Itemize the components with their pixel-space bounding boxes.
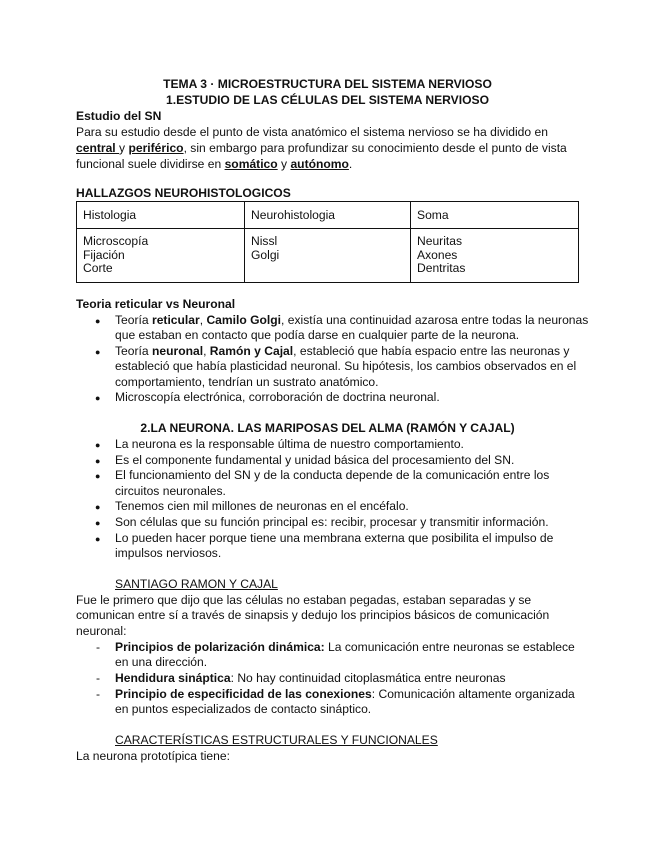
bullet-icon: ●	[95, 393, 101, 403]
main-title: TEMA 3 · MICROESTRUCTURA DEL SISTEMA NERVIOSO	[163, 77, 492, 91]
bullet-icon: ●	[95, 440, 101, 450]
table-row	[77, 229, 579, 283]
bullet-icon: ●	[95, 534, 101, 544]
caracteristicas-p-1: La neurona prototípica tiene:	[76, 749, 230, 763]
estudio-line-3: funcional suele dividirse en somático y autónomo.	[76, 157, 353, 171]
santiago-p-line-3: neuronal:	[76, 624, 127, 638]
santiago-p-line-2: comunican entre sí a través de sinapsis y dedujo los principios básicos de comunicación	[76, 608, 550, 622]
estudio-line-1: Para su estudio desde el punto de vista anatómico el sistema nervioso se ha dividido en	[76, 125, 548, 139]
neurona-bullet-6-line-2: impulsos nerviosos.	[115, 546, 222, 560]
section-title-1: 1.ESTUDIO DE LAS CÉLULAS DEL SISTEMA NERVIOSO	[166, 93, 489, 107]
bullet-icon: ●	[95, 347, 101, 357]
santiago-p-line-1: Fue le primero que dijo que las células no estaban pegadas, estaban separadas y se	[76, 593, 532, 607]
bullet-icon: ●	[95, 456, 101, 466]
teoria-bullet-1-line-2: que estaban en contacto que podía darse en cualquier parte de la neurona.	[115, 328, 520, 342]
caracteristicas-heading: CARACTERÍSTICAS ESTRUCTURALES Y FUNCIONALES	[115, 733, 438, 747]
neurona-bullet-3: El funcionamiento del SN y de la conducta depende de la comunicación entre los	[115, 468, 550, 482]
dash-marker: -	[96, 687, 101, 701]
table-cell: Microscopía Fijación Corte	[77, 229, 245, 283]
section-title-2: 2.LA NEURONA. LAS MARIPOSAS DEL ALMA (RAMÓN Y CAJAL)	[140, 421, 515, 435]
term-somatico: somático	[224, 157, 278, 171]
table-header-cell: Neurohistologia	[245, 202, 411, 229]
principle-2: Hendidura sináptica: No hay continuidad citoplasmática entre neuronas	[115, 671, 506, 685]
teoria-bullet-1: Teoría reticular, Camilo Golgi, existía una continuidad azarosa entre todas la neuronas	[115, 313, 589, 327]
term-central: central	[76, 141, 120, 155]
bullet-icon: ●	[95, 471, 101, 481]
dash-marker: -	[96, 671, 101, 685]
term-periferico: periférico	[128, 141, 184, 155]
principle-3-line-2: en puntos especializados de contacto sináptico.	[115, 702, 372, 716]
teoria-bullet-2-line-2: estableció que había plasticidad neuronal. Su hipótesis, los cambios observados en el	[115, 359, 577, 373]
teoria-heading: Teoria reticular vs Neuronal	[76, 297, 236, 311]
bullet-icon: ●	[95, 316, 101, 326]
teoria-bullet-2: Teoría neuronal, Ramón y Cajal, estableció que había espacio entre las neuronas y	[115, 344, 570, 358]
table-header-cell: Histologia	[77, 202, 245, 229]
table-header-row	[77, 202, 579, 229]
dash-marker: -	[96, 640, 101, 654]
principle-3: Principio de especificidad de las conexiones: Comunicación altamente organizada	[115, 687, 575, 701]
estudio-heading: Estudio del SN	[76, 109, 162, 123]
table-header-cell: Soma	[411, 202, 579, 229]
bullet-icon: ●	[95, 518, 101, 528]
neurona-bullet-2: Es el componente fundamental y unidad básica del procesamiento del SN.	[115, 453, 515, 467]
neurona-bullet-1: La neurona es la responsable última de nuestro comportamiento.	[115, 437, 464, 451]
hallazgos-table	[76, 201, 579, 283]
principle-1: Principios de polarización dinámica: La comunicación entre neuronas se establece	[115, 640, 575, 654]
santiago-heading: SANTIAGO RAMON Y CAJAL	[115, 577, 278, 591]
neurona-bullet-4: Tenemos cien mil millones de neuronas en el encéfalo.	[115, 499, 409, 513]
hallazgos-heading: HALLAZGOS NEUROHISTOLOGICOS	[76, 186, 291, 200]
estudio-line-2: central y periférico, sin embargo para profundizar su conocimiento desde el punto de vista	[76, 141, 567, 155]
teoria-bullet-2-line-3: comportamiento, tendrían un sustrato anatómico.	[115, 375, 379, 389]
table-cell: Nissl Golgi	[245, 229, 411, 283]
table-cell: Neuritas Axones Dentritas	[411, 229, 579, 283]
bullet-icon: ●	[95, 502, 101, 512]
neurona-bullet-6: Lo pueden hacer porque tiene una membrana externa que posibilita el impulso de	[115, 531, 554, 545]
teoria-bullet-3: Microscopía electrónica, corroboración de doctrina neuronal.	[115, 390, 440, 404]
neurona-bullet-5: Son células que su función principal es: recibir, procesar y transmitir información.	[115, 515, 549, 529]
neurona-bullet-3-line-2: circuitos neuronales.	[115, 484, 226, 498]
term-autonomo: autónomo	[290, 157, 349, 171]
principle-1-line-2: en una dirección.	[115, 655, 208, 669]
